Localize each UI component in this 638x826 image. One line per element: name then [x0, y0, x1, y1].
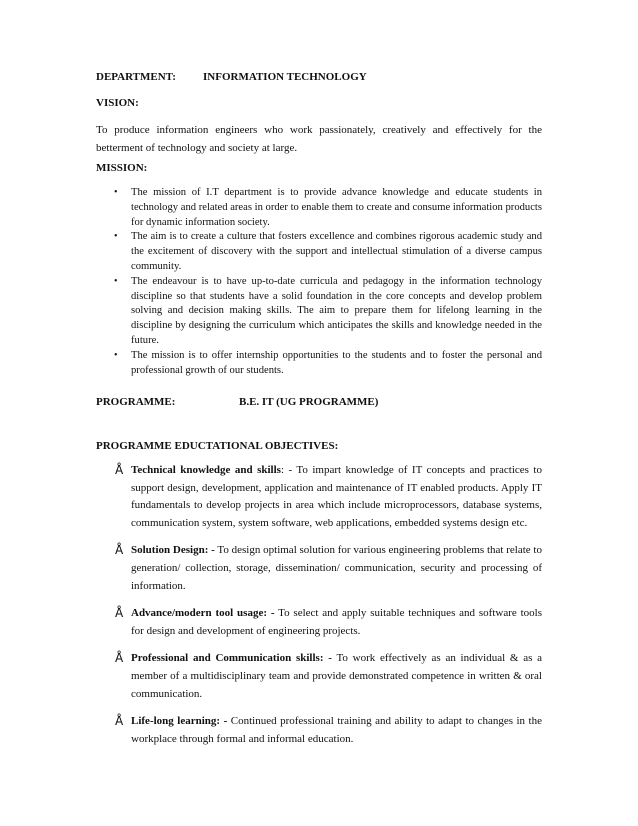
peo-item-title: Solution Design: -	[131, 544, 215, 557]
peo-item-text: To work effectively as an individual & as a member of a multidisciplinary team and provide demonstrated competence in written & oral communication.	[131, 652, 542, 700]
mission-heading: MISSION:	[96, 162, 148, 174]
bullet-icon: Å	[115, 543, 124, 558]
programme-value: B.E. IT (UG PROGRAMME)	[239, 396, 379, 408]
peo-item-text: To select and apply suitable techniques and software tools for design and development of engineering projects.	[131, 607, 542, 637]
programme-label: PROGRAMME:	[96, 396, 176, 408]
department-label: DEPARTMENT:	[96, 71, 176, 83]
mission-item-text: The mission of I.T department is to provide advance knowledge and educate students in technology and related areas in order to enable them to create and consume information products for dynamic information society.	[131, 187, 542, 228]
mission-list	[96, 186, 542, 378]
bullet-icon: •	[114, 187, 118, 198]
peo-item	[96, 542, 542, 595]
bullet-icon: Å	[115, 606, 124, 621]
peo-item-title: Technical knowledge and skills	[131, 464, 281, 476]
peo-item-separator: : -	[280, 464, 297, 476]
peo-item-title: Professional and Communication skills: -	[131, 652, 332, 665]
bullet-icon: Å	[115, 714, 124, 729]
peo-item-text: To design optimal solution for various engineering problems that relate to generation/ collection, storage, dissemination/ communication, security and processing of information.	[131, 544, 542, 592]
bullet-icon: •	[114, 275, 118, 287]
bullet-icon: •	[114, 231, 118, 243]
mission-item	[96, 230, 542, 274]
peo-item-text: To impart knowledge of IT concepts and practices to support design, development, application and maintenance of IT enabled products. Apply IT fundamentals to develop projects in area which include microprocessors, database systems, communication system, system software, web applications, embedded systems design etc.	[131, 464, 542, 529]
vision-text: To produce information engineers who work passionately, creatively and effectively for the betterment of technology and society at large.	[96, 124, 542, 154]
mission-item-text: The endeavour is to have up-to-date curricula and pedagogy in the information technology discipline so that students have a solid foundation in the core concepts and develop problem solving and decision making skills. The aim to prepare them for lifelong learning in the discipline by designing the curriculum which anticipates the skills and knowledge needed in the future.	[131, 275, 542, 346]
mission-item	[96, 349, 542, 379]
mission-item	[96, 186, 542, 230]
bullet-icon: •	[114, 349, 118, 361]
peo-item	[96, 462, 542, 532]
department-row	[96, 69, 542, 85]
mission-item-text: The aim is to create a culture that fosters excellence and combines rigorous academic study and the excitement of discovery with the support and intellectual stimulation of a diverse campus community.	[131, 231, 542, 272]
peo-heading: PROGRAMME EDUCTATIONAL OBJECTIVES:	[96, 440, 339, 452]
mission-item-text: The mission is to offer internship opportunities to the students and to foster the personal and professional growth of our students.	[131, 349, 542, 376]
peo-list	[96, 462, 542, 758]
peo-item	[96, 605, 542, 640]
department-value: INFORMATION TECHNOLOGY	[203, 71, 367, 83]
peo-item	[96, 713, 542, 748]
vision-heading: VISION:	[96, 97, 139, 109]
peo-item-title: Advance/modern tool usage: -	[131, 607, 275, 620]
bullet-icon: Å	[115, 651, 124, 666]
peo-item	[96, 650, 542, 703]
mission-item	[96, 275, 542, 349]
peo-item-title: Life-long learning: -	[131, 715, 228, 728]
bullet-icon: Å	[115, 463, 124, 477]
peo-item-text: Continued professional training and ability to adapt to changes in the workplace through formal and informal education.	[131, 715, 543, 745]
